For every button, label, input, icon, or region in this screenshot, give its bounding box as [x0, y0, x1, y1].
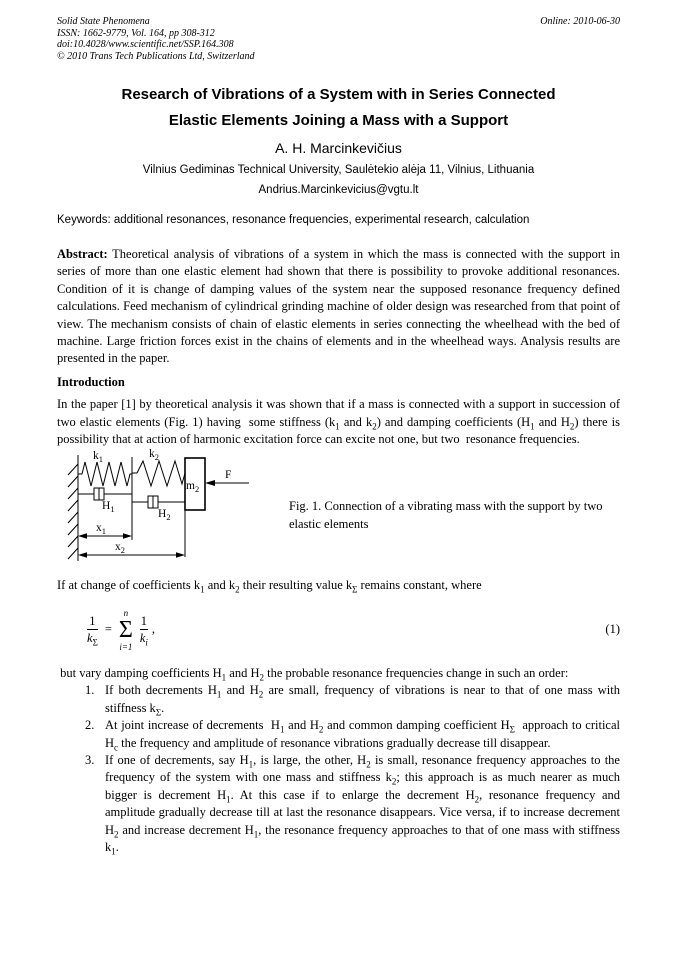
title-block — [57, 82, 620, 200]
label-x1: $x_1$ — [96, 522, 106, 537]
paper-title — [57, 82, 620, 134]
spring-k2 — [132, 461, 185, 486]
spring-k1 — [78, 462, 132, 486]
label-H2: $H_2$ — [158, 508, 171, 523]
equation-1-row — [57, 603, 620, 657]
label-m2: $m_2$ — [186, 480, 200, 495]
section-heading-introduction: Introduction — [57, 374, 125, 389]
sigma-glyph: Σ — [118, 616, 133, 643]
sum-upper-limit: n — [123, 607, 129, 618]
list-item-2 — [57, 717, 624, 752]
journal-title: Solid State Phenomena — [57, 16, 150, 27]
abstract-text: Theoretical analysis of vibrations of a system in which the mass is connected with the support in series of more than one elastic element had shown that there is possibility to provoke additional resonances. Condition of it is change of damping values of the system near the supposed resonance frequency defined calculations. Feed mechanism of cylindrical grinding machine of older design was researched from that point of view. The mechanism consists of chain of elastic elements in series connecting the wheelhead with the bed of machine. Large friction forces exist in the chains of elements and in the wheelhead ways. Analysis results are presented in the paper. — [57, 247, 624, 366]
dimension-x2 — [78, 553, 185, 558]
wall-support — [68, 455, 78, 561]
equation-lhs-fraction — [87, 614, 98, 646]
sum-lower-limit: i=1 — [119, 641, 133, 652]
paper-title-line2: Elastic Elements Joining a Mass with a Support — [168, 112, 509, 129]
label-k2: $k_2$ — [149, 448, 159, 463]
damper-h2 — [132, 496, 185, 508]
journal-info — [57, 16, 255, 62]
equation-number: (1) — [605, 622, 620, 637]
online-date: Online: 2010-06-30 — [540, 16, 620, 27]
fraction-bar — [87, 629, 98, 630]
email-address: Andrius.Marcinkevicius@vgtu.lt — [258, 184, 419, 196]
page-header — [57, 16, 620, 62]
rhs-denominator: $k_i$ — [139, 631, 148, 648]
figure-1 — [57, 448, 620, 566]
list-item-number: 1. — [85, 683, 95, 698]
equation-comma: , — [151, 622, 156, 637]
abstract-paragraph — [57, 246, 624, 368]
issn-line: ISSN: 1662-9779, Vol. 164, pp 308-312 — [57, 27, 215, 39]
post-equation-text: but vary damping coefficients $H_1$ and $H_2$ the probable resonance frequencies change in such an order: — [57, 665, 569, 683]
damper-h1 — [78, 488, 132, 500]
list-item-1 — [57, 682, 627, 718]
abstract-label: Abstract: — [57, 247, 108, 261]
introduction-paragraph: In the paper [1] by theoretical analysis it was shown that if a mass is connected with a support in succession of two elastic elements (Fig. 1) having some stiffness ($k_1$ and $k_2$) and damping coefficients ($H_1$ and $H_2$) there is possibility that at action of harmonic excitation force can excite not one, but two resonance frequencies. — [57, 397, 624, 447]
rhs-numerator: 1 — [140, 614, 147, 628]
summation-symbol — [119, 608, 133, 652]
label-k1: $k_1$ — [93, 450, 103, 465]
list-item-number: 3. — [85, 752, 95, 767]
affiliation: Vilnius Gediminas Technical University, Saulėtekio alėja 11, Vilnius, Lithuania — [142, 164, 535, 176]
list-item-number: 2. — [85, 718, 95, 733]
author-name: A. H. Marcinkevičius — [275, 140, 402, 156]
figure-1-caption: Fig. 1. Connection of a vibrating mass with the support by two elastic elements — [289, 499, 603, 531]
lhs-numerator: 1 — [89, 614, 96, 628]
paper-title-line1: Research of Vibrations of a System with in Series Connected — [121, 86, 556, 103]
list-item-text: If one of decrements, say $H_1$, is large, the other, $H_2$ is small, resonance frequency approaches to the frequency of the system with one mass and stiffness $k_2$; this approach is as much nearer as much bigger is decrement $H_1$. At this case if to enlarge the decrement $H_2$, resonance frequency and amplitude gradually decrease till at last the resonance disappears. Vice versa, if to increase decrement $H_2$ and increase decrement $H_1$, the resonance frequency approaches to that of one mass with stiffness $k_1$. — [105, 752, 624, 857]
lhs-denominator: $k_\Sigma$ — [87, 631, 98, 648]
list-item-text: At joint increase of decrements $H_1$ and $H_2$ and common damping coefficient $H_\Sigma$ approach to critical $H_c$ the frequency and amplitude of resonance vibrations gradually decrease till disappear. — [105, 718, 624, 752]
label-F: F — [225, 469, 232, 482]
pre-equation-text: If at change of coefficients $k_1$ and $k_2$ their resulting value $k_\Sigma$ remains constant, where — [57, 578, 482, 595]
equals-sign: = — [104, 622, 112, 637]
list-item-3 — [57, 752, 624, 857]
list-item-text: If both decrements $H_1$ and $H_2$ are small, frequency of vibrations is near to that of one mass with stiffness $k_\Sigma$. — [105, 683, 627, 718]
label-x2: $x_2$ — [115, 541, 125, 556]
fraction-bar — [140, 629, 148, 630]
label-H1: $H_1$ — [102, 500, 115, 515]
equation-rhs-fraction — [140, 614, 148, 646]
keywords-line: Keywords: additional resonances, resonance frequencies, experimental research, calculation — [57, 214, 530, 226]
copyright-line: © 2010 Trans Tech Publications Ltd, Switzerland — [57, 50, 255, 62]
figure-1-diagram — [57, 448, 265, 566]
doi-line: doi:10.4028/www.scientific.net/SSP.164.308 — [57, 39, 234, 50]
